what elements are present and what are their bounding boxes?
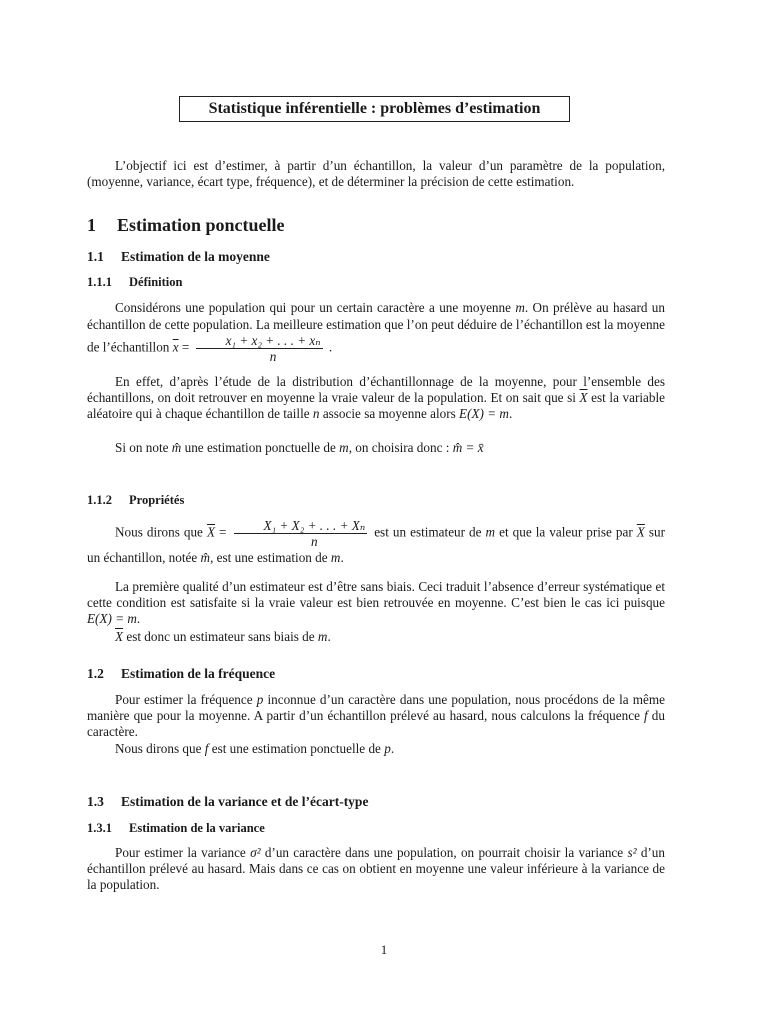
math-Xbar: $\overline{X}$ bbox=[579, 390, 588, 405]
fraction-numerator: x₁ + x₂ + . . . + xₙ bbox=[196, 333, 323, 349]
text: du caractère. bbox=[87, 708, 665, 739]
text: sur un échantillon, notée bbox=[87, 524, 666, 565]
frequency-paragraph bbox=[87, 692, 665, 740]
section-1-1-1-heading bbox=[87, 274, 665, 290]
text: . bbox=[340, 550, 344, 565]
text: Pour estimer la fréquence bbox=[115, 692, 257, 707]
unbiased-conclusion bbox=[87, 629, 665, 645]
math-expectation: E(X) = m bbox=[459, 406, 509, 421]
section-number: 1.3 bbox=[87, 794, 104, 809]
math-mhat: m̂ bbox=[200, 550, 211, 565]
math-xbar: $\overline{x}$ bbox=[172, 339, 179, 355]
text: En effet, d’après l’étude de la distribution d’échantillonnage de la moyenne, pour l’ensemble des échantillons, on doit retrouver en moyenne la vraie valeur de la population. Et on sait que si bbox=[87, 374, 665, 405]
section-title: Estimation ponctuelle bbox=[117, 215, 285, 235]
estimator-fraction bbox=[234, 518, 368, 549]
math-m: m bbox=[317, 629, 328, 644]
paragraph-expectation bbox=[87, 374, 665, 422]
text: . bbox=[325, 339, 333, 355]
fraction-numerator: X₁ + X₂ + . . . + Xₙ bbox=[234, 518, 368, 534]
properties-paragraph bbox=[87, 518, 665, 566]
text: associe sa moyenne alors bbox=[319, 406, 460, 421]
math-n: n bbox=[312, 406, 320, 421]
math-m: m bbox=[339, 440, 349, 455]
section-title: Estimation de la variance et de l’écart-type bbox=[121, 794, 369, 809]
text: inconnue d’un caractère dans une population, nous procédons de la même manière que pour la moyenne. A partir d’un échantillon prélevé au hasard, nous calculons la fréquence bbox=[87, 692, 665, 723]
text: . bbox=[390, 741, 395, 756]
text: Nous dirons que bbox=[115, 741, 205, 756]
text: . bbox=[508, 406, 513, 421]
section-title: Définition bbox=[129, 275, 183, 289]
math-equals: = bbox=[215, 524, 231, 540]
unbiased-paragraph bbox=[87, 579, 665, 627]
section-number: 1.1 bbox=[87, 249, 104, 264]
text: est un estimateur de bbox=[370, 524, 486, 540]
section-number: 1 bbox=[87, 215, 96, 235]
text: . On prélève au hasard un échantillon de cette population. La meilleure estimation que l’on peut déduire de l’échantillon est la moyenne de l’échantillon bbox=[87, 300, 665, 355]
math-mhat: m̂ bbox=[171, 440, 182, 455]
fraction-denominator: n bbox=[311, 534, 318, 549]
section-1-3-heading bbox=[87, 794, 665, 810]
text: une estimation ponctuelle de bbox=[181, 440, 340, 455]
document-title: Statistique inférentielle : problèmes d’estimation bbox=[179, 96, 570, 122]
section-title: Estimation de la moyenne bbox=[121, 249, 270, 264]
text: La première qualité d’un estimateur est d’être sans biais. Ceci traduit l’absence d’erreur systématique et cette condition est satisfaite si la vraie valeur est bien retrouvée en moyenne. C’est bien le cas ici puisque bbox=[87, 579, 665, 610]
section-title: Estimation de la fréquence bbox=[121, 666, 276, 681]
text: Si on note bbox=[115, 440, 172, 455]
math-estimate-equation: m̂ = x̄ bbox=[452, 440, 484, 455]
math-Xbar: $\overline{X}$ bbox=[115, 629, 124, 644]
math-expectation: E(X) = m bbox=[87, 611, 137, 626]
variance-paragraph bbox=[87, 845, 665, 893]
text: est donc un estimateur sans biais de bbox=[123, 629, 318, 644]
page-number: 1 bbox=[380, 942, 388, 957]
text: est une estimation ponctuelle de bbox=[208, 741, 385, 756]
text: , est une estimation de bbox=[210, 550, 331, 565]
math-p: p bbox=[384, 741, 391, 756]
text: et que la valeur prise par bbox=[495, 524, 637, 540]
section-1-1-heading bbox=[87, 249, 665, 265]
math-s-squared: s² bbox=[627, 845, 637, 860]
section-number: 1.2 bbox=[87, 666, 104, 681]
math-Xbar: $\overline{X}$ bbox=[206, 524, 216, 540]
math-f: f bbox=[644, 708, 648, 723]
frequency-conclusion bbox=[87, 741, 665, 757]
section-1-1-2-heading bbox=[87, 492, 665, 508]
paragraph-estimate bbox=[87, 440, 665, 456]
text: Nous dirons que bbox=[115, 524, 207, 540]
section-title: Estimation de la variance bbox=[129, 821, 265, 835]
text: . bbox=[136, 611, 141, 626]
text: est la variable aléatoire qui à chaque échantillon de taille bbox=[87, 390, 665, 421]
section-number: 1.1.1 bbox=[87, 275, 112, 289]
mean-fraction bbox=[196, 333, 323, 364]
math-equals: = bbox=[178, 339, 193, 355]
text: Pour estimer la variance bbox=[115, 845, 251, 860]
section-1-2-heading bbox=[87, 666, 665, 682]
section-1-heading bbox=[87, 214, 665, 236]
math-sigma-squared: σ² bbox=[250, 845, 261, 860]
fraction-denominator: n bbox=[269, 349, 277, 364]
math-f: f bbox=[204, 741, 209, 756]
math-m: m bbox=[515, 300, 525, 315]
intro-paragraph: L’objectif ici est d’estimer, à partir d’un échantillon, la valeur d’un paramètre de la population, (moyenne, variance, écart type, fréquence), et de déterminer la précision de cette estimation. bbox=[87, 158, 665, 189]
math-Xbar: $\overline{X}$ bbox=[636, 524, 645, 540]
math-m: m bbox=[485, 524, 496, 540]
definition-paragraph bbox=[87, 299, 665, 364]
text: , on choisira donc : bbox=[348, 440, 453, 455]
math-p: p bbox=[256, 692, 264, 707]
text: d’un échantillon prélevé au hasard. Mais dans ce cas on obtient en moyenne une valeur inférieure à la variance de la population. bbox=[87, 845, 665, 892]
math-m: m bbox=[330, 550, 341, 565]
section-title: Propriétés bbox=[129, 493, 185, 507]
text: . bbox=[327, 629, 331, 644]
text: d’un caractère dans une population, on pourrait choisir la variance bbox=[260, 845, 628, 860]
text: Considérons une population qui pour un certain caractère a une moyenne bbox=[115, 300, 516, 315]
section-1-3-1-heading bbox=[87, 820, 665, 836]
section-number: 1.1.2 bbox=[87, 493, 112, 507]
section-number: 1.3.1 bbox=[87, 821, 112, 835]
